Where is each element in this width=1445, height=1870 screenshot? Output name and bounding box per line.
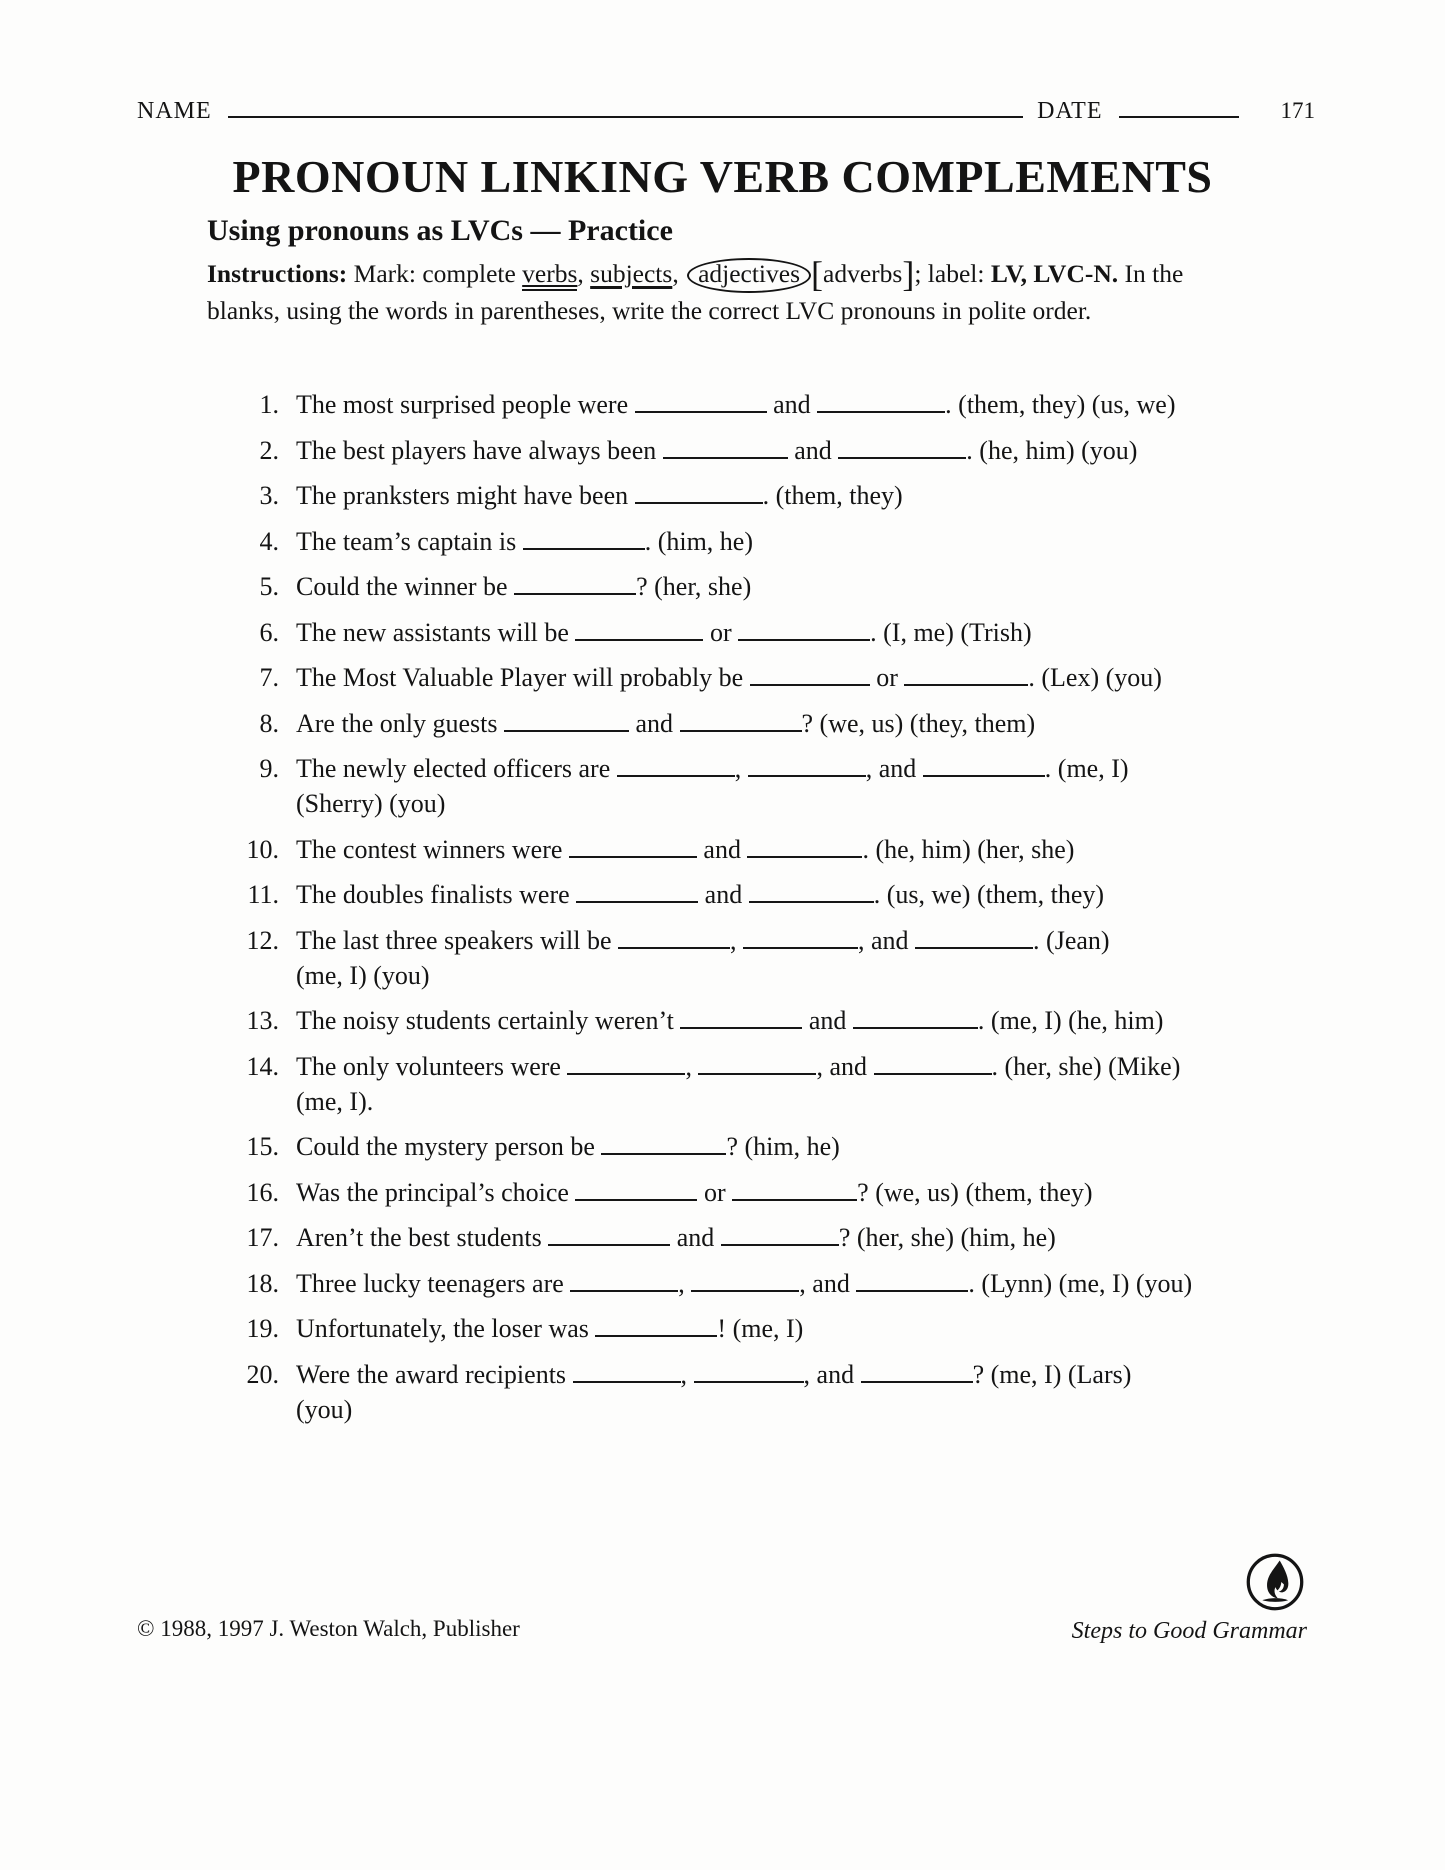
fill-in-blank[interactable] bbox=[576, 882, 698, 903]
fill-in-blank[interactable] bbox=[601, 1134, 726, 1155]
instructions-label: Instructions: bbox=[207, 259, 348, 288]
circled-word: adjectives bbox=[687, 258, 811, 293]
fill-in-blank[interactable] bbox=[635, 392, 767, 413]
item-number: 9. bbox=[259, 754, 279, 783]
item-number: 18. bbox=[246, 1268, 279, 1298]
item-sentence: Were the award recipients , , and ? (me, I) (Lars) (you) bbox=[296, 1358, 1267, 1426]
item-number: 5. bbox=[259, 572, 279, 601]
item-number: 2. bbox=[259, 435, 279, 465]
item-number: 20. bbox=[246, 1359, 279, 1389]
bracketed-word: adverbs bbox=[823, 259, 903, 288]
fill-in-blank[interactable] bbox=[694, 1362, 804, 1383]
fill-in-blank[interactable] bbox=[732, 1180, 857, 1201]
list-item bbox=[207, 1050, 1267, 1118]
fill-in-blank[interactable] bbox=[635, 483, 763, 504]
name-fill-line[interactable] bbox=[228, 96, 1024, 118]
item-sentence: Three lucky teenagers are , , and . (Lynn) (me, I) (you) bbox=[296, 1268, 1193, 1298]
fill-in-blank[interactable] bbox=[874, 1054, 992, 1075]
fill-in-blank[interactable] bbox=[750, 665, 870, 686]
flame-icon bbox=[1245, 1552, 1305, 1612]
list-item bbox=[207, 1221, 1267, 1254]
publisher-brand bbox=[1067, 1552, 1307, 1645]
fill-in-blank[interactable] bbox=[680, 1008, 802, 1029]
item-continuation: (me, I). bbox=[296, 1086, 374, 1116]
list-item bbox=[207, 1312, 1267, 1345]
item-sentence: Are the only guests and ? (we, us) (they, them) bbox=[296, 708, 1036, 738]
fill-in-blank[interactable] bbox=[575, 1180, 697, 1201]
list-item bbox=[207, 525, 1267, 558]
fill-in-blank[interactable] bbox=[567, 1054, 685, 1075]
series-title: Steps to Good Grammar bbox=[1071, 1618, 1307, 1644]
item-sentence: The doubles finalists were and . (us, we) (them, they) bbox=[296, 880, 1105, 909]
item-sentence: Unfortunately, the loser was ! (me, I) bbox=[296, 1314, 804, 1343]
fill-in-blank[interactable] bbox=[904, 665, 1028, 686]
item-number: 16. bbox=[246, 1177, 279, 1207]
fill-in-blank[interactable] bbox=[595, 1316, 717, 1337]
item-number: 12. bbox=[246, 925, 279, 955]
fill-in-blank[interactable] bbox=[853, 1008, 978, 1029]
fill-in-blank[interactable] bbox=[570, 1271, 678, 1292]
instructions-tail-2: blanks, using the words in parentheses, write the correct LVC pronouns in polite order. bbox=[207, 296, 1092, 326]
instructions bbox=[207, 256, 1297, 329]
fill-in-blank[interactable] bbox=[548, 1225, 670, 1246]
item-number: 13. bbox=[246, 1006, 279, 1035]
item-number: 8. bbox=[259, 708, 279, 738]
item-sentence: Could the mystery person be ? (him, he) bbox=[296, 1132, 840, 1161]
fill-in-blank[interactable] bbox=[618, 928, 730, 949]
list-item bbox=[207, 661, 1267, 694]
list-item bbox=[207, 1130, 1267, 1163]
name-label: NAME bbox=[137, 98, 212, 124]
fill-in-blank[interactable] bbox=[743, 928, 858, 949]
item-sentence: Aren’t the best students and ? (her, she) (him, he) bbox=[296, 1223, 1056, 1252]
item-sentence: The team’s captain is . (him, he) bbox=[296, 526, 754, 556]
list-item bbox=[207, 434, 1267, 467]
list-item bbox=[207, 479, 1267, 512]
list-item bbox=[207, 388, 1267, 421]
fill-in-blank[interactable] bbox=[691, 1271, 799, 1292]
instructions-lead: Mark: complete bbox=[353, 259, 516, 288]
list-item bbox=[207, 616, 1267, 649]
double-underlined-word: verbs bbox=[522, 261, 577, 291]
fill-in-blank[interactable] bbox=[573, 1362, 681, 1383]
list-item bbox=[207, 924, 1267, 992]
fill-in-blank[interactable] bbox=[504, 711, 629, 732]
item-number: 15. bbox=[246, 1132, 279, 1161]
fill-in-blank[interactable] bbox=[617, 756, 735, 777]
item-number: 14. bbox=[246, 1051, 279, 1081]
list-item bbox=[207, 833, 1267, 866]
fill-in-blank[interactable] bbox=[748, 756, 866, 777]
list-item bbox=[207, 752, 1267, 820]
comma: , bbox=[672, 259, 679, 288]
item-number: 1. bbox=[259, 390, 279, 419]
date-label: DATE bbox=[1037, 98, 1103, 124]
list-item bbox=[207, 1267, 1267, 1300]
fill-in-blank[interactable] bbox=[747, 837, 862, 858]
item-continuation: (me, I) (you) bbox=[296, 960, 430, 990]
item-sentence: Was the principal’s choice or ? (we, us) (them, they) bbox=[296, 1177, 1093, 1207]
item-continuation: (Sherry) (you) bbox=[296, 789, 446, 818]
item-sentence: The pranksters might have been . (them, they) bbox=[296, 481, 903, 510]
item-number: 11. bbox=[247, 880, 279, 909]
item-number: 3. bbox=[259, 481, 279, 510]
item-number: 19. bbox=[246, 1314, 279, 1343]
close-bracket-mark: ] bbox=[902, 254, 915, 294]
fill-in-blank[interactable] bbox=[738, 620, 870, 641]
fill-in-blank[interactable] bbox=[680, 711, 802, 732]
fill-in-blank[interactable] bbox=[749, 882, 874, 903]
item-number: 4. bbox=[259, 526, 279, 556]
fill-in-blank[interactable] bbox=[861, 1362, 973, 1383]
page-subtitle: Using pronouns as LVCs — Practice bbox=[207, 214, 673, 247]
item-number: 6. bbox=[259, 617, 279, 647]
copyright-text: © 1988, 1997 J. Weston Walch, Publisher bbox=[137, 1616, 520, 1641]
comma: , bbox=[577, 259, 584, 288]
item-sentence: The only volunteers were , , and . (her, she) (Mike) (me, I). bbox=[296, 1050, 1267, 1118]
list-item bbox=[207, 1004, 1267, 1037]
fill-in-blank[interactable] bbox=[923, 756, 1045, 777]
list-item bbox=[207, 1358, 1267, 1426]
list-item bbox=[207, 707, 1267, 740]
list-item bbox=[207, 878, 1267, 911]
label-word: label: bbox=[927, 259, 985, 288]
fill-in-blank[interactable] bbox=[856, 1271, 968, 1292]
page-number: 171 bbox=[1280, 98, 1315, 123]
fill-in-blank[interactable] bbox=[569, 837, 697, 858]
date-fill-line[interactable] bbox=[1119, 96, 1239, 118]
header bbox=[137, 96, 1315, 125]
item-sentence: The noisy students certainly weren’t and . (me, I) (he, him) bbox=[296, 1006, 1164, 1035]
item-continuation: (you) bbox=[296, 1394, 353, 1424]
item-sentence: Could the winner be ? (her, she) bbox=[296, 572, 752, 601]
fill-in-blank[interactable] bbox=[698, 1054, 816, 1075]
item-sentence: The best players have always been and . (he, him) (you) bbox=[296, 435, 1138, 465]
underlined-word: subjects bbox=[590, 259, 673, 288]
item-number: 7. bbox=[259, 663, 279, 692]
list-item bbox=[207, 570, 1267, 603]
item-sentence: The last three speakers will be , , and . (Jean) (me, I) (you) bbox=[296, 924, 1267, 992]
open-bracket-mark: [ bbox=[811, 254, 824, 294]
page-title: PRONOUN LINKING VERB COMPLEMENTS bbox=[232, 151, 1213, 202]
item-sentence: The new assistants will be or . (I, me) (Trish) bbox=[296, 617, 1032, 647]
exercise-list bbox=[207, 388, 1267, 1438]
item-sentence: The most surprised people were and . (them, they) (us, we) bbox=[296, 390, 1176, 419]
list-item bbox=[207, 1176, 1267, 1209]
item-number: 10. bbox=[246, 834, 279, 864]
instructions-tail-1: In the bbox=[1124, 259, 1184, 288]
label-codes: LV, LVC-N. bbox=[990, 259, 1119, 288]
fill-in-blank[interactable] bbox=[838, 438, 966, 459]
fill-in-blank[interactable] bbox=[575, 620, 703, 641]
fill-in-blank[interactable] bbox=[721, 1225, 839, 1246]
semicolon: ; bbox=[914, 259, 922, 288]
item-sentence: The contest winners were and . (he, him) (her, she) bbox=[296, 834, 1075, 864]
fill-in-blank[interactable] bbox=[523, 529, 645, 550]
fill-in-blank[interactable] bbox=[514, 574, 636, 595]
item-sentence: The newly elected officers are , , and . (me, I) (Sherry) (you) bbox=[296, 752, 1267, 820]
item-sentence: The Most Valuable Player will probably be or . (Lex) (you) bbox=[296, 663, 1162, 692]
item-number: 17. bbox=[246, 1223, 279, 1252]
fill-in-blank[interactable] bbox=[663, 438, 788, 459]
fill-in-blank[interactable] bbox=[817, 392, 945, 413]
fill-in-blank[interactable] bbox=[915, 928, 1033, 949]
